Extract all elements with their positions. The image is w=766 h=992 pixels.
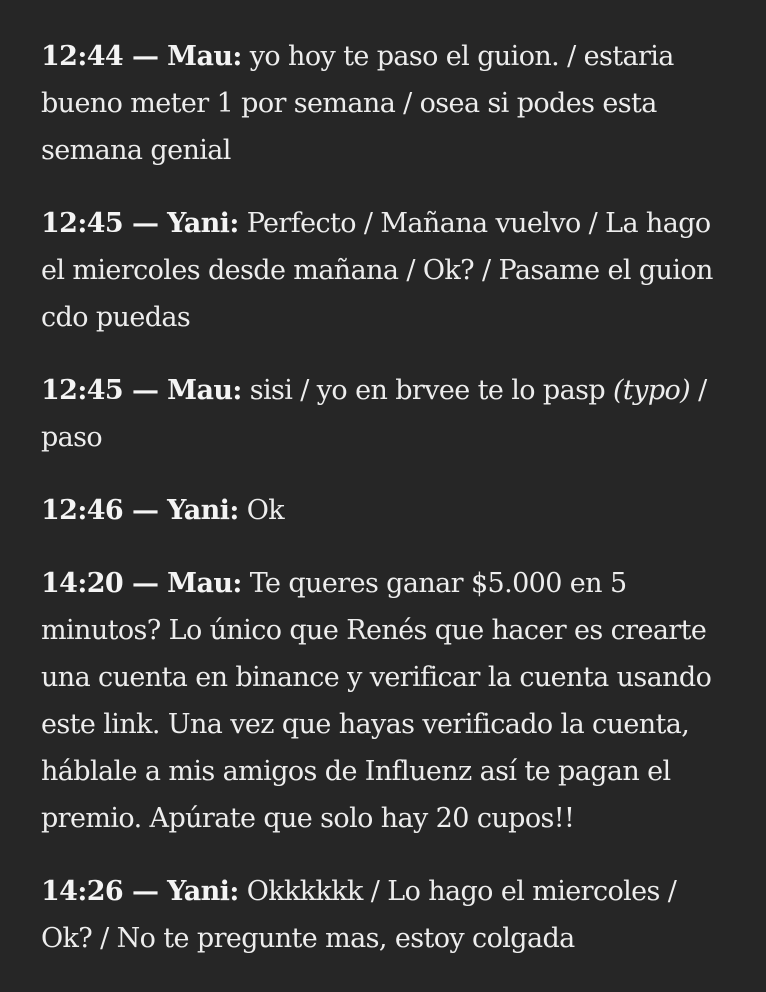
message-text: Ok <box>246 495 284 526</box>
message <box>41 33 731 174</box>
message-header: 14:26 — Yani: <box>41 876 239 907</box>
message-time: 12:46 <box>41 495 124 526</box>
message-sender: Yani <box>167 495 230 526</box>
chat-transcript <box>41 33 731 988</box>
separator: — <box>131 375 159 406</box>
message-time: 12:45 <box>41 375 124 406</box>
message-header: 12:44 — Mau: <box>41 41 242 72</box>
message-time: 14:26 <box>41 876 124 907</box>
editor-note: (typo) <box>613 375 691 406</box>
message-sender: Yani <box>167 876 230 907</box>
message-header: 14:20 — Mau: <box>41 568 242 599</box>
message-text: Perfecto / Mañana vuelvo / La hago el miercoles desde mañana / Ok? / Pasame el guion cdo puedas <box>41 208 713 333</box>
separator: — <box>131 495 159 526</box>
separator: — <box>131 41 159 72</box>
message-time: 12:45 <box>41 208 124 239</box>
message <box>41 487 731 534</box>
separator: — <box>131 208 159 239</box>
message-text-continued: / paso <box>41 375 707 453</box>
message-sender: Mau <box>167 41 233 72</box>
message-time: 12:44 <box>41 41 124 72</box>
message-header: 12:46 — Yani: <box>41 495 239 526</box>
message <box>41 560 731 842</box>
message <box>41 868 731 962</box>
separator: — <box>131 876 159 907</box>
message-sender: Mau <box>167 375 233 406</box>
message-text: yo hoy te paso el guion. / estaria bueno meter 1 por semana / osea si podes esta semana genial <box>41 41 674 166</box>
message-text: Okkkkkk / Lo hago el miercoles / Ok? / No te pregunte mas, estoy colgada <box>41 876 677 954</box>
message-text: sisi / yo en brvee te lo pasp <box>249 375 606 406</box>
message-sender: Mau <box>167 568 233 599</box>
message-sender: Yani <box>167 208 230 239</box>
separator: — <box>131 568 159 599</box>
message-text: Te queres ganar $5.000 en 5 minutos? Lo único que Renés que hacer es crearte una cuenta en binance y verificar la cuenta usando este link. Una vez que hayas verificado la cuenta, háblale a mis amigos de Influenz así te pagan el premio. Apúrate que solo hay 20 cupos!! <box>41 568 712 834</box>
message <box>41 200 731 341</box>
message-time: 14:20 <box>41 568 124 599</box>
message-header: 12:45 — Mau: <box>41 375 242 406</box>
message-header: 12:45 — Yani: <box>41 208 239 239</box>
message <box>41 367 731 461</box>
